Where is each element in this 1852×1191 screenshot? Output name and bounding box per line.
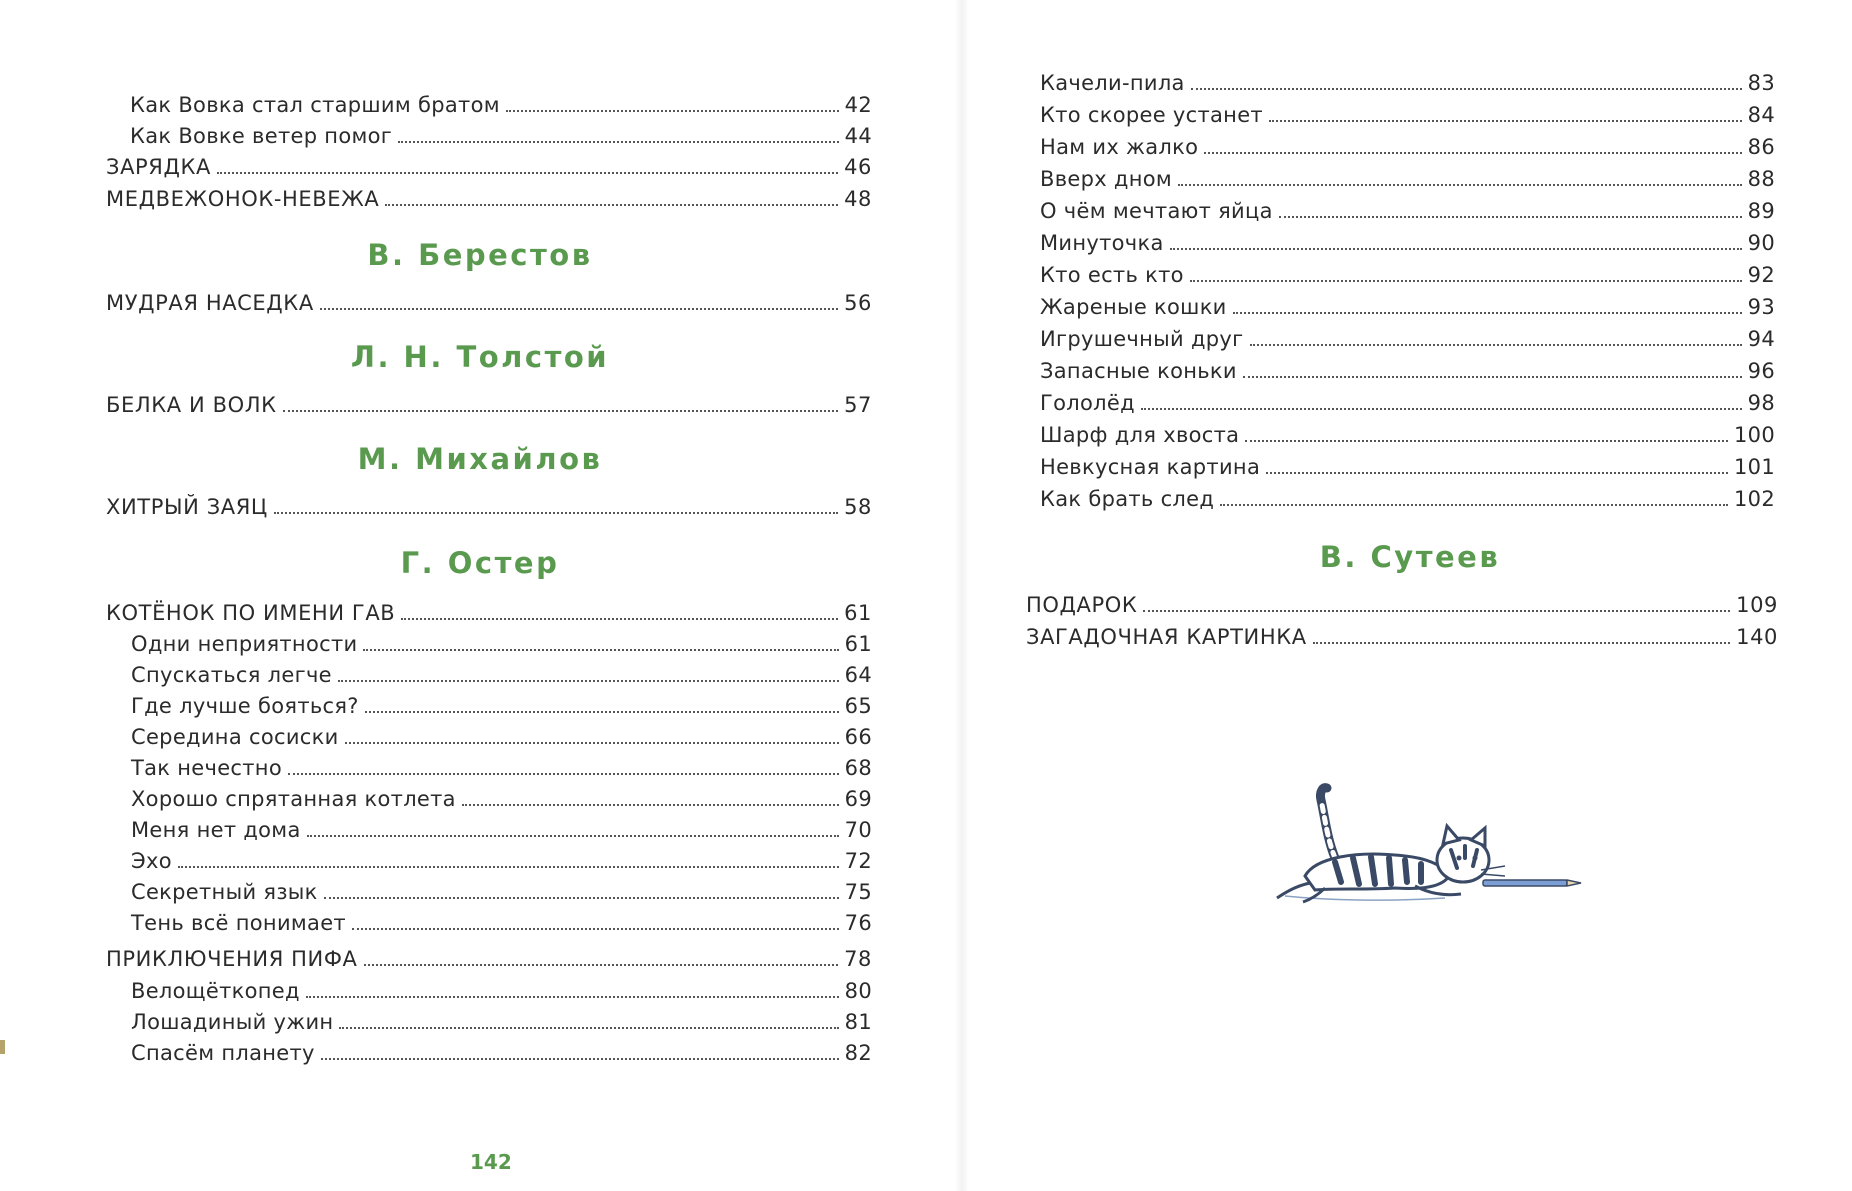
toc-entry[interactable] [131,904,872,934]
toc-entry[interactable] [106,148,872,178]
dot-leader [1266,472,1728,474]
entry-page: 109 [1736,593,1778,617]
dot-leader [345,742,839,744]
entry-page: 96 [1747,359,1775,383]
toc-entry[interactable] [1026,618,1778,648]
entry-title: Кто есть кто [1040,263,1184,287]
entry-title: МУДРАЯ НАСЕДКА [106,291,314,315]
dot-leader [1250,344,1742,346]
entry-page: 90 [1747,231,1775,255]
entry-page: 44 [844,124,872,148]
dot-leader [288,773,839,775]
toc-entry[interactable] [1040,96,1775,126]
author-heading: Л. Н. Толстой [350,340,610,374]
toc-entry[interactable] [1040,160,1775,190]
toc-entry[interactable] [130,86,872,116]
entry-title: Как брать след [1040,487,1215,511]
toc-entry[interactable] [130,117,872,147]
entry-page: 61 [844,632,872,656]
toc-entry[interactable] [1040,416,1775,446]
entry-title: ПОДАРОК [1026,593,1138,617]
dot-leader [352,928,839,930]
entry-page: 92 [1747,263,1775,287]
entry-title: Игрушечный друг [1040,327,1244,351]
dot-leader [506,110,839,112]
dot-leader [1178,184,1742,186]
toc-entry[interactable] [1040,64,1775,94]
toc-entry[interactable] [1040,448,1775,478]
entry-title: Невкусная картина [1040,455,1261,479]
entry-page: 102 [1734,487,1775,511]
right-page [960,0,1852,1191]
toc-entry[interactable] [106,488,872,518]
entry-page: 82 [844,1041,872,1065]
entry-page: 94 [1747,327,1775,351]
entry-page: 48 [844,187,872,211]
page-number: 142 [470,1150,512,1174]
entry-title: Шарф для хвоста [1040,423,1240,447]
toc-entry[interactable] [131,718,872,748]
author-heading: М. Михайлов [357,442,603,476]
entry-page: 78 [844,947,872,971]
dot-leader [1190,280,1742,282]
toc-entry[interactable] [106,594,872,624]
entry-page: 46 [844,155,872,179]
dot-leader [1204,152,1741,154]
toc-entry[interactable] [106,284,872,314]
entry-title: Лошадиный ужин [131,1010,334,1034]
dot-leader [339,1027,838,1029]
dot-leader [363,649,838,651]
toc-entry[interactable] [1040,128,1775,158]
entry-page: 84 [1747,103,1775,127]
entry-title: Спасём планету [131,1041,315,1065]
toc-entry[interactable] [131,656,872,686]
entry-title: Где лучше бояться? [131,694,359,718]
dot-leader [1233,312,1742,314]
entry-page: 64 [844,663,872,687]
dot-leader [1313,642,1730,644]
dot-leader [365,711,839,713]
entry-title: Качели-пила [1040,71,1185,95]
entry-title: Велощёткопед [131,979,300,1003]
entry-page: 88 [1747,167,1775,191]
toc-entry[interactable] [1040,288,1775,318]
toc-entry[interactable] [1040,256,1775,286]
entry-page: 56 [844,291,872,315]
toc-entry[interactable] [131,1034,872,1064]
entry-title: Одни неприятности [131,632,358,656]
entry-page: 69 [844,787,872,811]
entry-title: БЕЛКА И ВОЛК [106,393,277,417]
dot-leader [1243,376,1742,378]
dot-leader [283,410,838,412]
entry-page: 80 [844,979,872,1003]
entry-title: Кто скорее устанет [1040,103,1263,127]
dot-leader [338,680,839,682]
entry-title: Запасные коньки [1040,359,1237,383]
author-heading: Г. Остер [400,546,560,580]
toc-entry[interactable] [131,842,872,872]
entry-title: О чём мечтают яйца [1040,199,1273,223]
entry-title: Секретный язык [131,880,318,904]
entry-page: 101 [1734,455,1775,479]
entry-title: ЗАРЯДКА [106,155,211,179]
page-edge-mark [0,1040,5,1054]
entry-page: 100 [1734,423,1775,447]
dot-leader [217,172,838,174]
toc-entry[interactable] [131,749,872,779]
toc-entry[interactable] [131,972,872,1002]
entry-title: ХИТРЫЙ ЗАЯЦ [106,495,268,519]
toc-entry[interactable] [1040,320,1775,350]
entry-page: 86 [1747,135,1775,159]
toc-entry[interactable] [1040,480,1775,510]
entry-page: 61 [844,601,872,625]
entry-title: Вверх дном [1040,167,1173,191]
entry-title: Тень всё понимает [131,911,346,935]
dot-leader [178,866,839,868]
toc-entry[interactable] [131,1003,872,1033]
entry-page: 66 [844,725,872,749]
entry-page: 83 [1747,71,1775,95]
dot-leader [364,964,839,966]
entry-page: 57 [844,393,872,417]
toc-entry[interactable] [106,940,872,970]
dot-leader [324,897,839,899]
dot-leader [398,141,839,143]
toc-entry[interactable] [1026,586,1778,616]
toc-entry[interactable] [131,780,872,810]
entry-title: Жареные кошки [1040,295,1227,319]
toc-entry[interactable] [1040,224,1775,254]
entry-page: 81 [844,1010,872,1034]
entry-page: 98 [1747,391,1775,415]
dot-leader [1141,408,1742,410]
entry-title: Нам их жалко [1040,135,1199,159]
entry-title: Хорошо спрятанная котлета [131,787,456,811]
entry-title: ЗАГАДОЧНАЯ КАРТИНКА [1026,625,1307,649]
entry-title: Эхо [131,849,172,873]
entry-page: 75 [844,880,872,904]
toc-entry[interactable] [1040,352,1775,382]
entry-title: Гололёд [1040,391,1135,415]
toc-entry[interactable] [131,687,872,717]
dot-leader [306,996,839,998]
dot-leader [321,1058,839,1060]
entry-page: 58 [844,495,872,519]
dot-leader [1245,440,1728,442]
toc-entry[interactable] [131,873,872,903]
toc-entry[interactable] [131,811,872,841]
toc-entry[interactable] [106,386,872,416]
toc-entry[interactable] [1040,192,1775,222]
entry-page: 68 [844,756,872,780]
toc-entry[interactable] [131,625,872,655]
entry-title: Середина сосиски [131,725,339,749]
entry-title: Минуточка [1040,231,1164,255]
entry-title: Так нечестно [131,756,282,780]
entry-title: Как Вовка стал старшим братом [130,93,500,117]
entry-title: Меня нет дома [131,818,301,842]
dot-leader [1220,504,1728,506]
entry-title: Спускаться легче [131,663,332,687]
dot-leader [1279,216,1742,218]
dot-leader [307,835,839,837]
entry-page: 89 [1747,199,1775,223]
dot-leader [274,512,838,514]
dot-leader [1143,610,1730,612]
entry-page: 140 [1736,625,1778,649]
toc-entry[interactable] [1040,384,1775,414]
dot-leader [1170,248,1742,250]
dot-leader [320,308,838,310]
entry-page: 70 [844,818,872,842]
dot-leader [401,618,838,620]
entry-title: ПРИКЛЮЧЕНИЯ ПИФА [106,947,358,971]
entry-page: 42 [844,93,872,117]
entry-page: 72 [844,849,872,873]
entry-title: Как Вовке ветер помог [130,124,393,148]
dot-leader [462,804,839,806]
toc-entry[interactable] [106,180,872,210]
entry-title: МЕДВЕЖОНОК-НЕВЕЖА [106,187,380,211]
dot-leader [1191,88,1742,90]
entry-page: 76 [844,911,872,935]
entry-title: КОТЁНОК ПО ИМЕНИ ГАВ [106,601,396,625]
author-heading: В. Сутеев [1319,540,1501,574]
entry-page: 93 [1747,295,1775,319]
entry-page: 65 [844,694,872,718]
dot-leader [1269,120,1742,122]
kitten-with-pencil-icon [1265,778,1585,918]
author-heading: В. Берестов [367,238,593,272]
dot-leader [385,204,838,206]
